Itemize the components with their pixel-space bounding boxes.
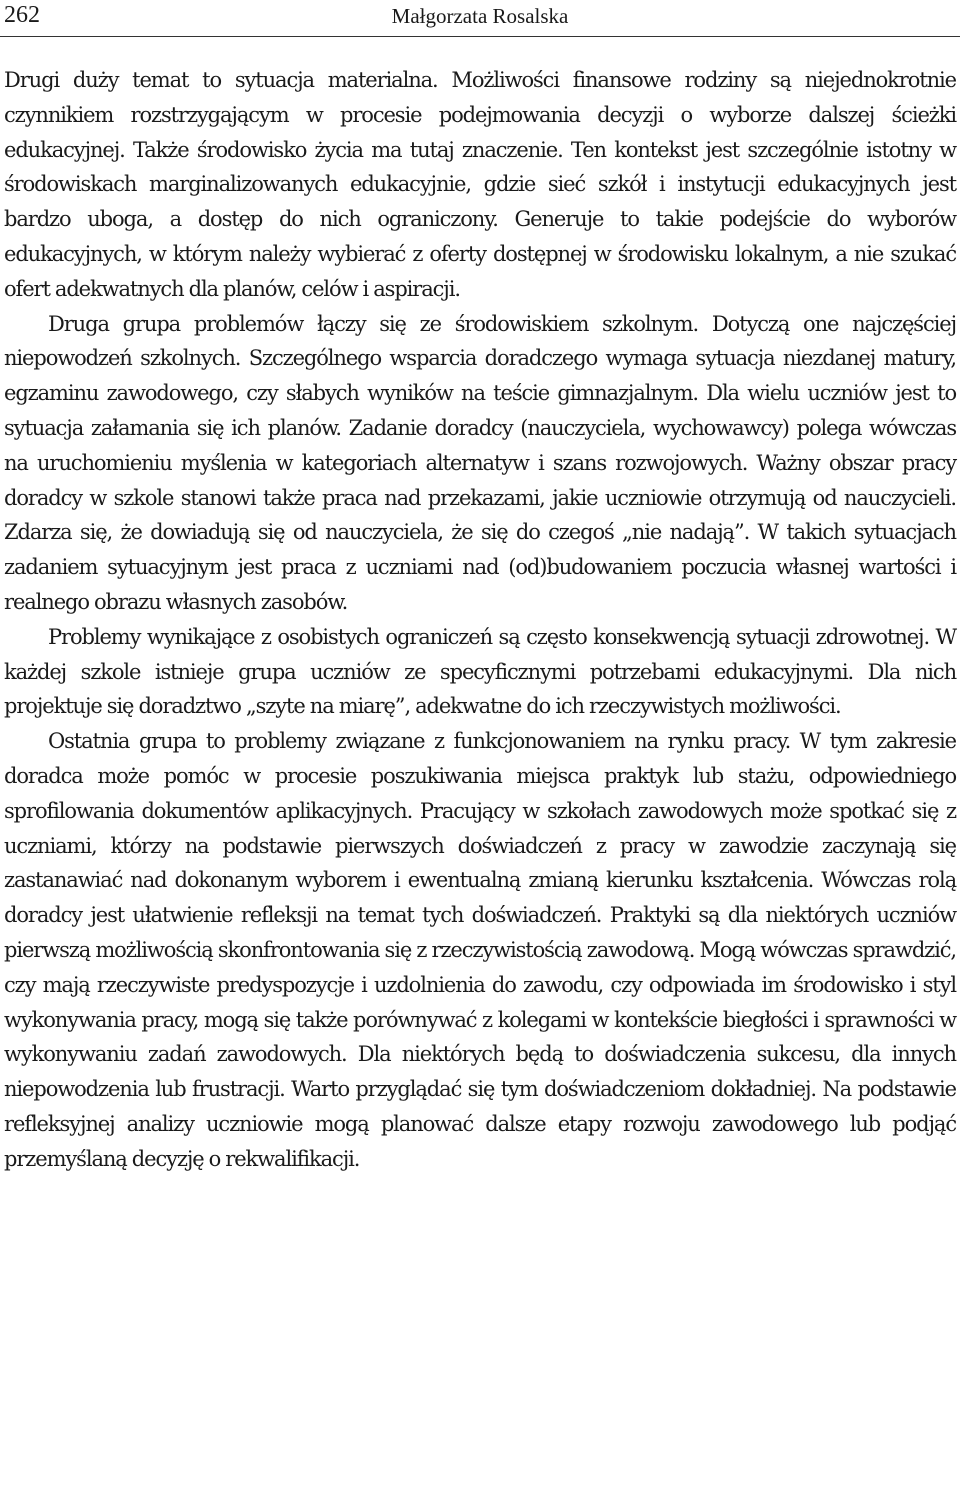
paragraph: Problemy wynikające z osobistych ograniczeń są często konsekwencją sytuacji zdrowotnej. W każdej szkole istnieje grupa uczniów ze specyficznymi potrzebami edukacyjnymi. Dla nich projektuje się doradztwo „szyte na miarę”, adekwatne do ich rzeczywistych możliwości. [4,624,956,719]
page-number: 262 [4,2,40,28]
paragraph: Ostatnia grupa to problemy związane z funkcjonowaniem na rynku pracy. W tym zakresie doradca może pomóc w procesie poszukiwania miejsca praktyk lub stażu, odpowiedniego sprofilowania dokumentów aplikacyjnych. Pracujący w szkołach zawodowych może spotkać się z uczniami, którzy na podstawie pierwszych doświadczeń z pracy w zawodzie zaczynają się zastanawiać nad dokonanym wyborem i ewentualną zmianą kierunku kształcenia. Wówczas rolą doradcy jest ułatwienie refleksji na temat tych doświadczeń. Praktyki są dla niektórych uczniów pierwszą możliwością skonfrontowania się z rzeczywistością zawodową. Mogą wówczas sprawdzić, czy mają rzeczywiste predyspozycje i uzdolnienia do zawodu, czy odpowiada im środowisko i styl wykonywania pracy, mogą się także porównywać z kolegami w kontekście biegłości i sprawności w wykonywaniu zadań zawodowych. Dla niektórych będą to doświadczenia sukcesu, dla innych niepowodzenia lub frustracji. Warto przyglądać się tym doświadczeniom dokładniej. Na podstawie refleksyjnej analizy uczniowie mogą planować dalsze etapy rozwoju zawodowego lub podjąć przemyślaną decyzję o rekwalifikacji. [4,729,956,1171]
page-header [0,0,960,37]
paragraph: Druga grupa problemów łączy się ze środowiskiem szkolnym. Dotyczą one najczęściej niepowodzeń szkolnych. Szczególnego wsparcia doradczego wymaga sytuacja niezdanej matury, egzaminu zawodowego, czy słabych wyników na teście gimnazjalnym. Dla wielu uczniów jest to sytuacja załamania się ich planów. Zadanie doradcy (nauczyciela, wychowawcy) polega wówczas na uruchomieniu myślenia w kategoriach alternatyw i szans rozwojowych. Ważny obszar pracy doradcy w szkole stanowi także praca nad przekazami, jakie uczniowie otrzymują od nauczycieli. Zdarza się, że dowiadują się od nauczyciela, że się do czegoś „nie nadają”. W takich sytuacjach zadaniem sytuacyjnym jest praca z uczniami nad (od)budowaniem poczucia własnej wartości i realnego obrazu własnych zasobów. [4,311,956,614]
paragraph: Drugi duży temat to sytuacja materialna. Możliwości finansowe rodziny są niejednokrotnie czynnikiem rozstrzygającym w procesie podejmowania decyzji o wyborze dalszej ścieżki edukacyjnej. Także środowisko życia ma tutaj znaczenie. Ten kontekst jest szczególnie istotny w środowiskach marginalizowanych edukacyjnie, gdzie sieć szkół i instytucji edukacyjnych jest bardzo uboga, a dostęp do nich ograniczony. Generuje to takie podejście do wyborów edukacyjnych, w którym należy wybierać z oferty dostępnej w środowisku lokalnym, a nie szukać ofert adekwatnych dla planów, celów i aspiracji. [4,68,956,301]
running-head-author: Małgorzata Rosalska [391,4,569,28]
body-text [4,63,956,1177]
